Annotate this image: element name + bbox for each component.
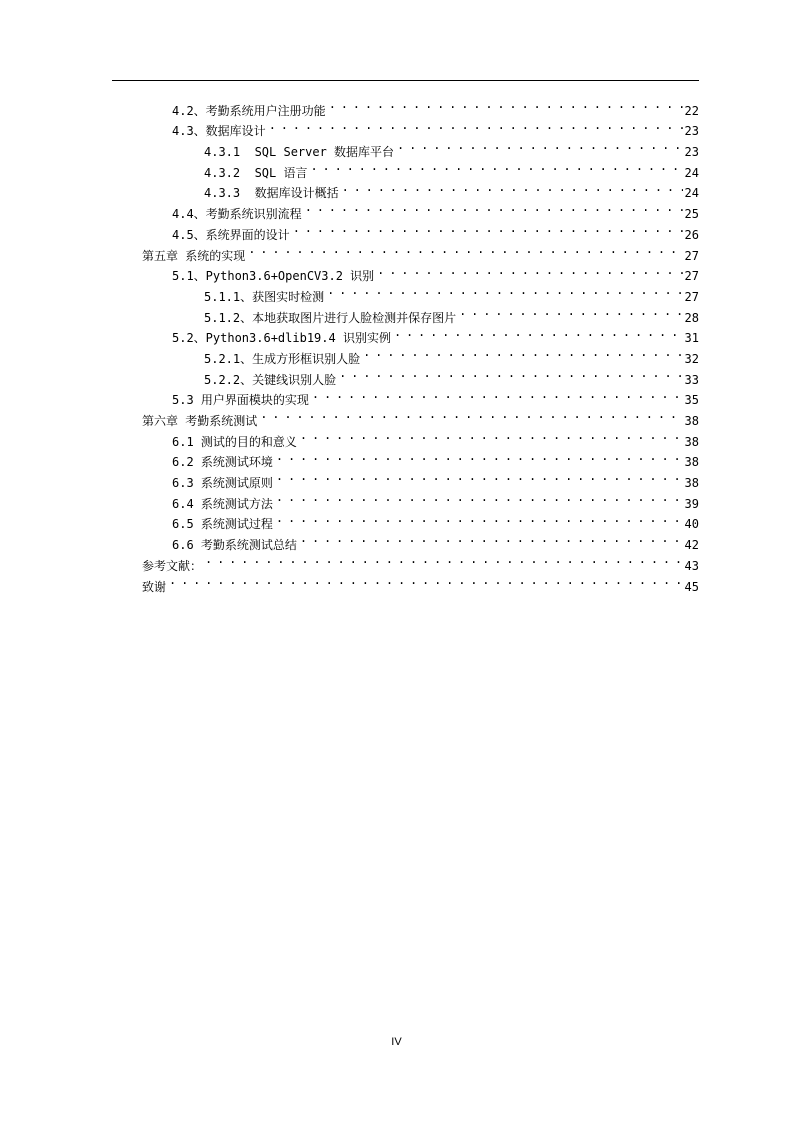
dot-leader (363, 342, 682, 363)
toc-entry-title: 5.1、Python3.6+OpenCV3.2 识别 (172, 269, 375, 284)
dot-leader (269, 115, 683, 136)
dot-leader (305, 197, 683, 218)
dot-leader (327, 280, 682, 301)
dot-leader (310, 156, 682, 177)
toc-entry[interactable] (0, 115, 793, 139)
dot-leader (300, 528, 683, 549)
table-of-contents (0, 94, 793, 594)
toc-entry[interactable] (0, 301, 793, 325)
toc-entry-page: 23 (684, 124, 699, 139)
toc-entry-title: 参考文献： (142, 558, 203, 573)
toc-entry-title: 6.3 系统测试原则 (172, 476, 273, 491)
toc-entry-title: 第六章 考勤系统测试 (142, 414, 258, 428)
toc-entry-title: 4.4、考勤系统识别流程 (172, 207, 302, 222)
toc-entry-page: 45 (684, 579, 699, 594)
toc-entry-title: 第五章 系统的实现 (142, 248, 246, 263)
toc-entry[interactable] (0, 197, 793, 222)
toc-entry-title: 5.2、Python3.6+dlib19.4 识别实例 (172, 331, 391, 346)
toc-entry[interactable] (0, 322, 793, 346)
toc-entry-title: 6.6 考勤系统测试总结 (172, 538, 297, 553)
toc-entry-page: 27 (684, 289, 699, 304)
toc-entry-page: 28 (684, 310, 699, 325)
toc-entry-title: 4.3.2 SQL 语言 (204, 165, 308, 180)
toc-entry-page: 26 (684, 227, 699, 242)
toc-entry[interactable] (0, 342, 793, 366)
toc-entry-title: 5.3 用户界面模块的实现 (172, 393, 309, 408)
dot-leader (377, 260, 682, 281)
toc-entry-title: 5.1.1、获图实时检测 (204, 289, 325, 304)
toc-entry[interactable] (0, 363, 793, 387)
toc-entry[interactable] (0, 570, 793, 594)
toc-entry-title: 4.3.3 数据库设计概括 (204, 186, 339, 201)
toc-entry[interactable] (0, 218, 793, 242)
toc-entry[interactable] (0, 280, 793, 304)
dot-leader (394, 322, 683, 343)
toc-entry[interactable] (0, 239, 793, 263)
dot-leader (276, 487, 683, 508)
toc-entry-title: 6.5 系统测试过程 (172, 517, 273, 532)
toc-entry-page: 38 (684, 434, 699, 449)
toc-entry-page: 31 (684, 331, 699, 346)
dot-leader (276, 466, 683, 487)
dot-leader (397, 135, 683, 156)
toc-entry[interactable] (0, 177, 793, 201)
toc-entry-page: 33 (684, 372, 699, 387)
toc-entry[interactable] (0, 508, 793, 532)
dot-leader (312, 384, 683, 405)
dot-leader (260, 404, 682, 425)
dot-leader (300, 425, 683, 446)
toc-entry-page: 42 (684, 538, 699, 553)
toc-entry-title: 4.5、系统界面的设计 (172, 227, 290, 242)
toc-entry-title: 致谢 (142, 579, 167, 594)
toc-entry-page: 40 (684, 517, 699, 532)
toc-entry-page: 38 (684, 455, 699, 470)
toc-entry-page: 23 (684, 145, 699, 160)
toc-entry-title: 5.2.1、生成方形框识别人脸 (204, 351, 361, 366)
dot-leader (293, 218, 683, 239)
toc-entry[interactable] (0, 260, 793, 284)
toc-entry-page: 25 (684, 207, 699, 222)
toc-entry-title: 6.2 系统测试环境 (172, 455, 273, 470)
toc-entry-page: 38 (684, 476, 699, 491)
toc-entry-page: 27 (684, 269, 699, 284)
toc-entry[interactable] (0, 466, 793, 491)
toc-entry-page: 35 (684, 393, 699, 408)
toc-entry[interactable] (0, 446, 793, 470)
toc-entry[interactable] (0, 94, 793, 118)
toc-entry-title: 4.2、考勤系统用户注册功能 (172, 103, 326, 118)
dot-leader (276, 446, 683, 467)
dot-leader (459, 301, 682, 322)
dot-leader (339, 363, 682, 384)
toc-entry-title: 6.4 系统测试方法 (172, 496, 273, 511)
toc-entry-title: 5.1.2、本地获取图片进行人脸检测并保存图片 (204, 310, 457, 325)
dot-leader (329, 94, 683, 115)
toc-entry[interactable] (0, 549, 793, 573)
dot-leader (248, 239, 682, 260)
header-rule (112, 80, 699, 81)
toc-entry-page: 38 (684, 414, 699, 428)
toc-entry-page: 24 (684, 186, 699, 201)
page-number: IV (391, 1036, 402, 1048)
toc-entry-title: 5.2.2、关键线识别人脸 (204, 372, 337, 387)
toc-entry-title: 4.3.1 SQL Server 数据库平台 (204, 145, 395, 160)
dot-leader (276, 508, 683, 529)
dot-leader (205, 549, 683, 570)
toc-entry-title: 6.1 测试的目的和意义 (172, 434, 297, 449)
toc-entry[interactable] (0, 156, 793, 180)
toc-entry[interactable] (0, 487, 793, 511)
toc-entry[interactable] (0, 528, 793, 553)
toc-entry[interactable] (0, 135, 793, 160)
toc-entry[interactable] (0, 404, 793, 428)
toc-entry-page: 39 (684, 496, 699, 511)
dot-leader (342, 177, 683, 198)
toc-entry-page: 43 (684, 558, 699, 573)
toc-entry-page: 32 (684, 351, 699, 366)
toc-entry-page: 27 (684, 248, 699, 263)
toc-entry-page: 22 (684, 103, 699, 118)
toc-entry[interactable] (0, 425, 793, 449)
toc-entry[interactable] (0, 384, 793, 408)
dot-leader (169, 570, 683, 591)
toc-entry-page: 24 (684, 165, 699, 180)
toc-entry-title: 4.3、数据库设计 (172, 124, 266, 139)
